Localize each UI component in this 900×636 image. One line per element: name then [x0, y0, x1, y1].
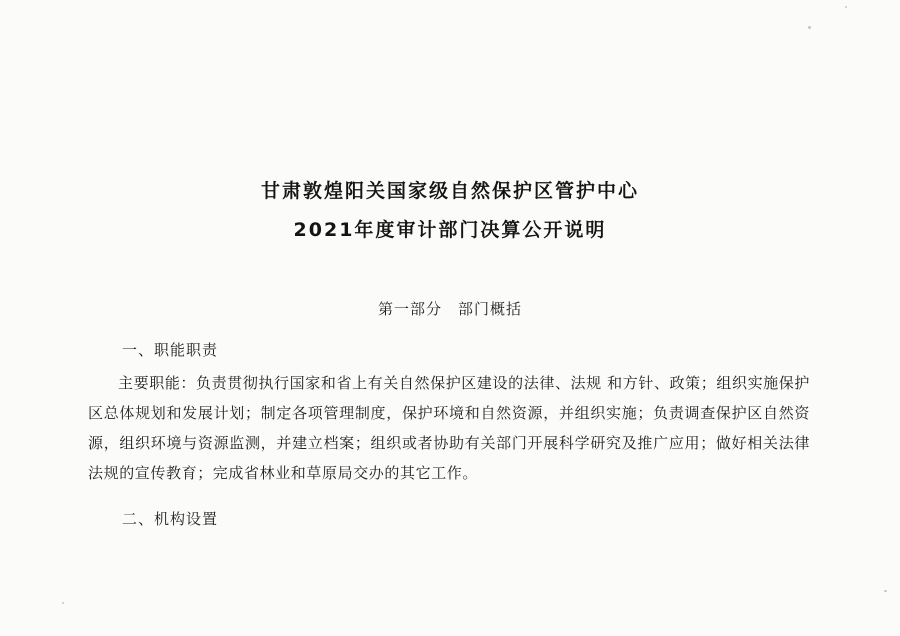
scan-speck: [884, 590, 887, 592]
section-heading-duties: 一、职能职责: [122, 341, 219, 359]
scan-speck: [808, 26, 811, 29]
section-heading-organization: 二、机构设置: [122, 510, 219, 528]
scan-speck: [845, 6, 847, 8]
duties-paragraph: 主要职能：负责贯彻执行国家和省上有关自然保护区建设的法律、法规 和方针、政策；组织实施保护区总体规划和发展计划；制定各项管理制度，保护环境和自然资源，并组织实施；负责调查保护区自然资源，组织环境与资源监测，并建立档案；组织或者协助有关部门开展科学研究及推广应用；做好相关法律法规的宣传教育；完成省林业和草原局交办的其它工作。: [88, 374, 810, 482]
scan-speck: [62, 602, 64, 604]
part-heading: 第一部分 部门概括: [377, 300, 522, 318]
document-title-line-2: 2021年度审计部门决算公开说明: [293, 219, 607, 241]
document-title-line-1: 甘肃敦煌阳关国家级自然保护区管护中心: [260, 180, 639, 202]
